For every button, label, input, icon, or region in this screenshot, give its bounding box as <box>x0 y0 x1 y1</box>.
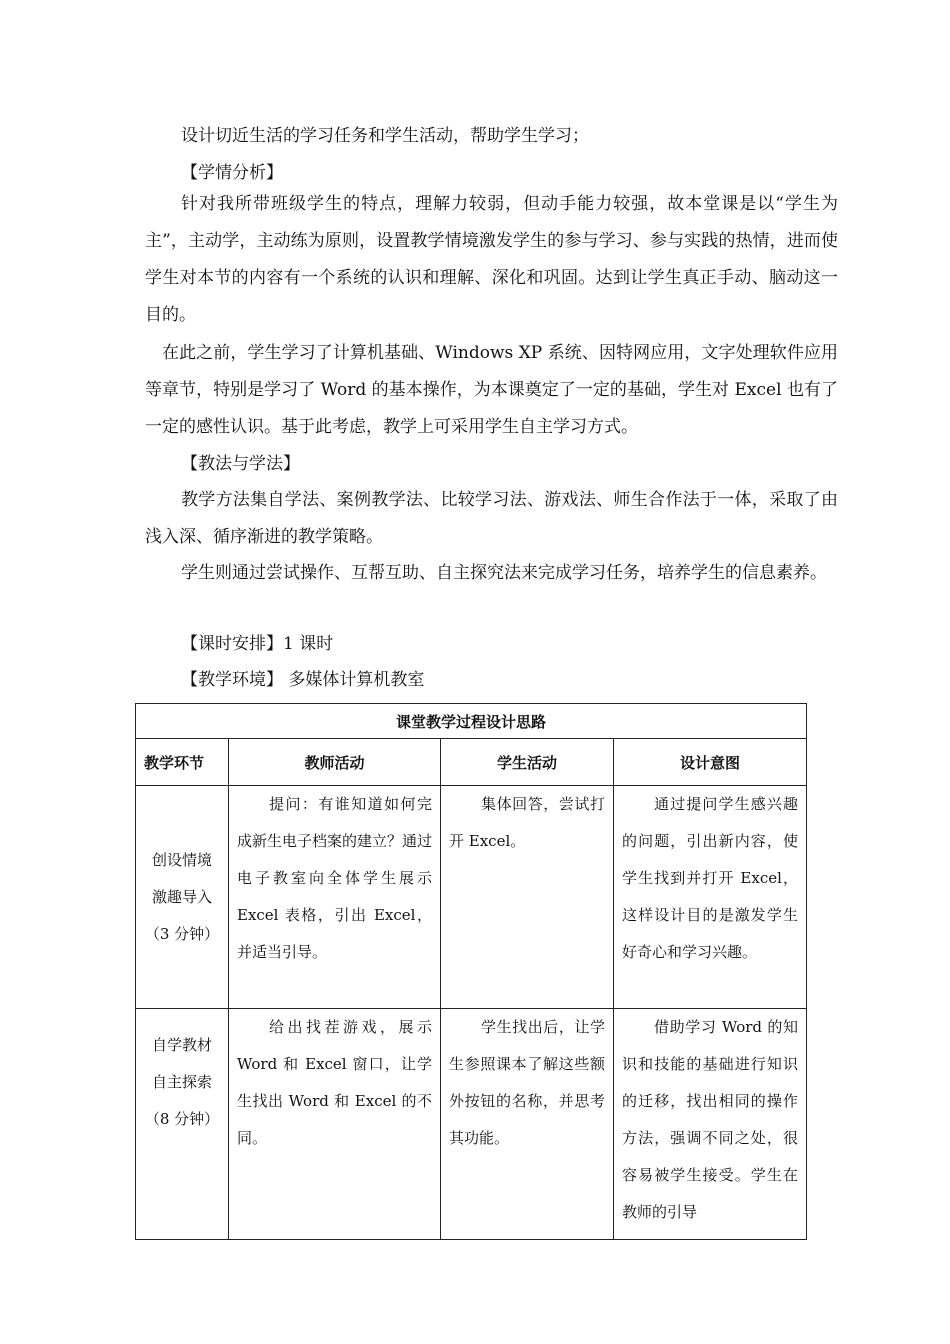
heading-methods: 【教法与学法】 <box>181 454 300 474</box>
stage-cell <box>136 1009 229 1240</box>
student-activity-text: 集体回答，尝试打开 Excel。 <box>449 795 605 850</box>
heading-schedule: 【课时安排】1 课时 <box>181 634 334 654</box>
stage-line: 自学教材 <box>151 1036 212 1054</box>
paragraph-learner-analysis: 针对我所带班级学生的特点，理解力较弱，但动手能力较强，故本堂课是以“学生为主”，主动学，主动练为原则，设置教学情境激发学生的参与学习、参与实践的热情，进而使学生对本节的内容有一个系统的认识和理解、深化和巩固。达到让学生真正手动、脑动这一目的。 <box>145 194 838 325</box>
paragraph-goal: 设计切近生活的学习任务和学生活动，帮助学生学习； <box>181 126 589 146</box>
table-row <box>136 1009 807 1240</box>
teacher-activity-cell <box>229 1009 441 1240</box>
stage-line: 创设情境 <box>151 850 212 869</box>
paragraph-learning-methods: 学生则通过尝试操作、互帮互助、自主探究法来完成学习任务，培养学生的信息素养。 <box>181 563 827 583</box>
design-intent-text: 借助学习 Word 的知识和技能的基础进行知识的迁移，找出相同的操作方法，强调不同之处，很容易被学生接受。学生在教师的引导 <box>622 1018 799 1221</box>
teacher-activity-cell <box>229 786 441 1009</box>
stage-duration: （8 分钟） <box>144 1110 220 1128</box>
student-activity-cell <box>441 1009 614 1240</box>
teacher-activity-text: 给出找茬游戏，展示 Word 和 Excel 窗口，让学生找出 Word 和 Excel 的不同。 <box>237 1018 432 1147</box>
header-stage: 教学环节 <box>136 739 229 786</box>
paragraph-prior-knowledge: 在此之前，学生学习了计算机基础、Windows XP 系统、因特网应用，文字处理软件应用等章节，特别是学习了 Word 的基本操作，为本课奠定了一定的基础，学生对 Excel 也有了一定的感性认识。基于此考虑，教学上可采用学生自主学习方式。 <box>145 343 838 437</box>
design-intent-cell <box>614 786 807 1009</box>
student-activity-text: 学生找出后，让学生参照课本了解这些额外按钮的名称，并思考其功能。 <box>449 1018 605 1147</box>
lesson-plan-table <box>135 703 807 1240</box>
teacher-activity-text: 提问：有谁知道如何完成新生电子档案的建立？通过电子教室向全体学生展示 Excel 表格，引出 Excel，并适当引导。 <box>237 795 433 961</box>
stage-line: 激趣导入 <box>151 887 212 906</box>
header-teacher-activity: 教师活动 <box>229 739 441 786</box>
table-row <box>136 786 807 1009</box>
student-activity-cell <box>441 786 614 1009</box>
header-design-intent: 设计意图 <box>614 739 807 786</box>
heading-environment: 【教学环境】 多媒体计算机教室 <box>181 670 425 690</box>
table-title: 课堂教学过程设计思路 <box>136 704 807 739</box>
design-intent-text: 通过提问学生感兴趣的问题，引出新内容，使学生找到并打开 Excel，这样设计目的是激发学生好奇心和学习兴趣。 <box>622 795 799 961</box>
header-student-activity: 学生活动 <box>441 739 614 786</box>
heading-learner-analysis: 【学情分析】 <box>181 163 283 183</box>
design-intent-cell <box>614 1009 807 1240</box>
stage-duration: （3 分钟） <box>144 924 220 943</box>
paragraph-teaching-methods: 教学方法集自学法、案例教学法、比较学习法、游戏法、师生合作法于一体，采取了由浅入深、循序渐进的教学策略。 <box>145 490 838 547</box>
stage-line: 自主探索 <box>151 1073 212 1091</box>
stage-cell <box>136 786 229 1009</box>
